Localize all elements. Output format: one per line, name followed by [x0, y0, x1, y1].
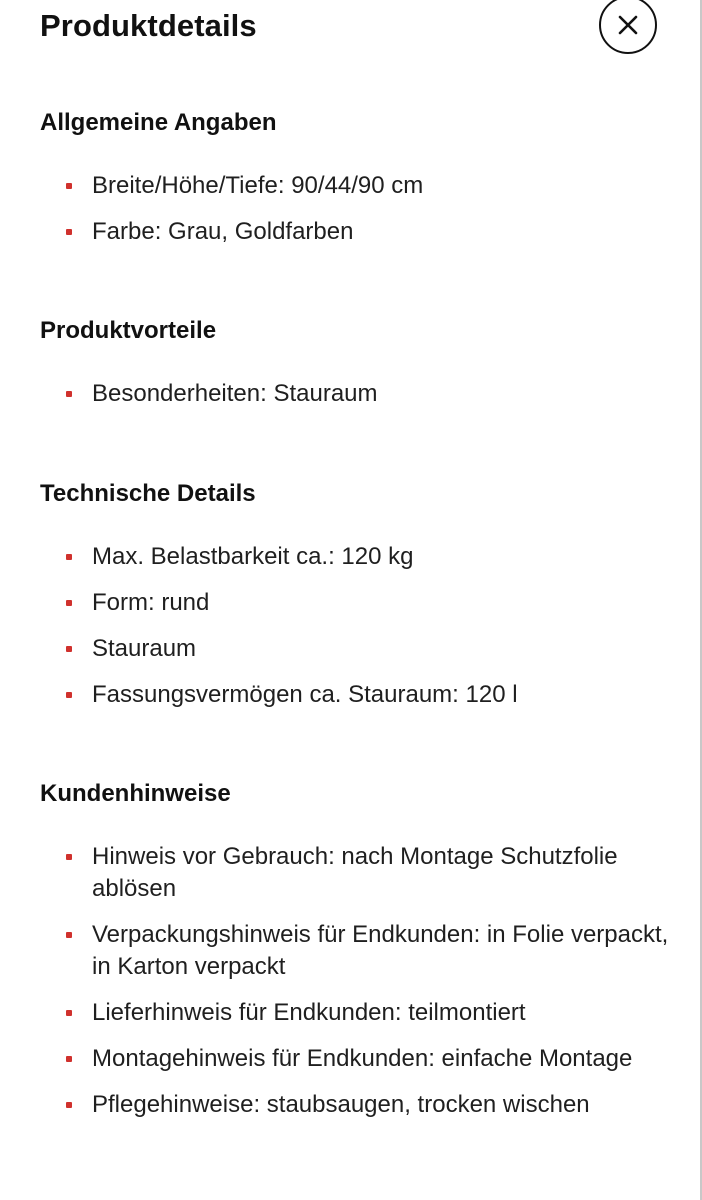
bullet-icon: [66, 646, 72, 652]
list-item-text: Stauraum: [92, 635, 197, 662]
list-item-text: Montagehinweis für Endkunden: einfache Montage: [92, 1045, 633, 1072]
section-kundenhinweise: [40, 779, 680, 1135]
bullet-icon: [66, 229, 72, 235]
list-item: [40, 997, 672, 1029]
list-item: [40, 679, 672, 711]
section-title: Allgemeine Angaben: [40, 109, 277, 136]
detail-list: [40, 170, 680, 248]
bullet-icon: [66, 932, 72, 938]
dialog-header: [0, 0, 702, 60]
list-item: [40, 633, 672, 665]
bullet-icon: [66, 1102, 72, 1108]
section-title: Kundenhinweise: [40, 780, 231, 807]
list-item-text: Farbe: Grau, Goldfarben: [92, 218, 354, 245]
bullet-icon: [66, 391, 72, 397]
bullet-icon: [66, 1056, 72, 1062]
list-item: [40, 587, 672, 619]
list-item: [40, 541, 672, 573]
bullet-icon: [66, 183, 72, 189]
list-item-text: Verpackungshinweis für Endkunden: in Folie verpackt, in Karton verpackt: [92, 921, 669, 980]
bullet-icon: [66, 554, 72, 560]
detail-list: [40, 841, 680, 1121]
list-item-text: Breite/Höhe/Tiefe: 90/44/90 cm: [92, 172, 424, 199]
list-item: [40, 378, 672, 410]
detail-list: [40, 378, 680, 410]
bullet-icon: [66, 1010, 72, 1016]
detail-list: [40, 541, 680, 711]
section-produktvorteile: [40, 316, 680, 424]
list-item-text: Besonderheiten: Stauraum: [92, 380, 378, 407]
section-technische-details: [40, 479, 680, 725]
close-button[interactable]: [599, 0, 657, 54]
list-item-text: Lieferhinweis für Endkunden: teilmontiert: [92, 999, 526, 1026]
list-item: [40, 1043, 672, 1075]
section-title: Produktvorteile: [40, 317, 217, 344]
bullet-icon: [66, 600, 72, 606]
close-icon: [617, 14, 639, 36]
list-item: [40, 170, 672, 202]
list-item-text: Pflegehinweise: staubsaugen, trocken wischen: [92, 1091, 590, 1118]
list-item-text: Fassungsvermögen ca. Stauraum: 120 l: [92, 681, 518, 708]
list-item: [40, 216, 672, 248]
list-item: [40, 1089, 672, 1121]
list-item: [40, 841, 672, 905]
section-title: Technische Details: [40, 480, 256, 507]
bullet-icon: [66, 854, 72, 860]
section-allgemeine-angaben: [40, 108, 680, 262]
list-item-text: Max. Belastbarkeit ca.: 120 kg: [92, 543, 414, 570]
list-item-text: Form: rund: [92, 589, 210, 616]
page-title: Produktdetails: [40, 8, 257, 43]
list-item: [40, 919, 672, 983]
list-item-text: Hinweis vor Gebrauch: nach Montage Schutzfolie ablösen: [92, 843, 618, 902]
bullet-icon: [66, 692, 72, 698]
